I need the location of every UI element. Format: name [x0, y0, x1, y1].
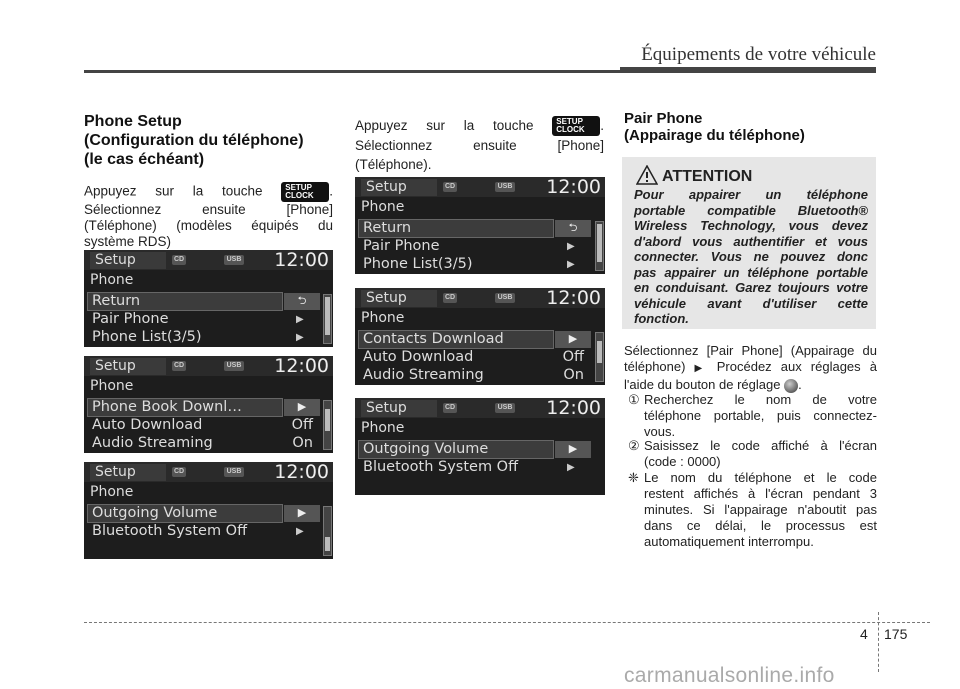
attention-title: ATTENTION — [662, 168, 753, 185]
usb-badge: USB — [495, 293, 515, 303]
menu-row-return[interactable]: Return — [88, 293, 282, 310]
menu-row-audio-streaming[interactable]: Audio Streaming On — [92, 435, 313, 451]
scrollbar[interactable] — [595, 332, 604, 382]
chevron-right-icon: ▶ — [555, 331, 591, 348]
screen-phone-menu — [84, 250, 333, 347]
screen-subtitle: Phone — [90, 378, 134, 394]
clock: 12:00 — [274, 462, 329, 483]
chevron-right-icon: ▶ — [694, 363, 708, 374]
chevron-right-icon: ▶ — [555, 441, 591, 458]
running-header: Équipements de votre véhicule — [641, 44, 876, 65]
clock: 12:00 — [546, 288, 601, 309]
tune-knob-icon — [784, 379, 798, 393]
usb-badge: USB — [495, 403, 515, 413]
pair-intro: Sélectionnez [Pair Phone] (Appairage du téléphone) ▶ Procédez aux réglages à l'aide du bouton de réglage . — [624, 343, 877, 392]
page-number: 175 — [884, 626, 908, 642]
screen-subtitle: Phone — [361, 420, 405, 436]
screen-subtitle: Phone — [361, 310, 405, 326]
cd-badge: CD — [173, 256, 185, 263]
screen-tab: Setup — [90, 252, 166, 269]
chevron-right-icon: ▶ — [296, 314, 304, 325]
cd-badge: CD — [444, 294, 456, 301]
menu-row-pair-phone[interactable]: Pair Phone — [363, 238, 440, 254]
menu-row-phone-list[interactable]: Phone List(3/5) — [92, 329, 202, 345]
menu-row-outgoing-volume[interactable]: Outgoing Volume — [88, 505, 282, 522]
header-rule-thick — [620, 67, 876, 73]
screen-subtitle: Phone — [361, 199, 405, 215]
footer-divider — [878, 612, 879, 672]
return-icon: ⮌ — [284, 293, 320, 310]
middle-instructions: Appuyez sur la touche SETUP CLOCK . Sélectionnez ensuite [Phone] (Téléphone). — [355, 117, 604, 173]
step-2: ② Saisissez le code affiché à l'écran (code : 0000) — [628, 438, 877, 469]
cd-badge: CD — [173, 468, 185, 475]
setup-clock-key-icon: SETUP CLOCK — [281, 182, 329, 202]
chevron-right-icon: ▶ — [284, 505, 320, 522]
menu-row-auto-download[interactable]: Auto Download Off — [92, 417, 313, 433]
screen-contacts-download — [355, 288, 605, 385]
screen-tab: Setup — [361, 179, 437, 196]
usb-badge: USB — [224, 361, 244, 371]
menu-row-bluetooth-off[interactable]: Bluetooth System Off — [92, 523, 248, 539]
scrollbar[interactable] — [323, 400, 332, 450]
screen-subtitle: Phone — [90, 272, 134, 288]
cd-badge: CD — [444, 404, 456, 411]
menu-row-outgoing-volume[interactable]: Outgoing Volume — [359, 441, 553, 458]
clock: 12:00 — [546, 177, 601, 198]
usb-badge: USB — [495, 182, 515, 192]
warning-icon — [636, 165, 658, 185]
scrollbar[interactable] — [323, 506, 332, 556]
scrollbar[interactable] — [595, 221, 604, 271]
clock: 12:00 — [274, 356, 329, 377]
menu-row-phone-book-download[interactable]: Phone Book Downl… — [88, 399, 282, 416]
clock: 12:00 — [546, 398, 601, 419]
screen-tab: Setup — [361, 400, 437, 417]
chevron-right-icon: ▶ — [567, 259, 575, 270]
screen-phone-menu — [355, 177, 605, 274]
footer-rule — [84, 622, 930, 623]
note: ❈ Le nom du téléphone et le code restent affichés à l'écran pendant 3 minutes. Si l'appairage n'aboutit pas dans ce délai, le processus est automatiquement interrompu. — [628, 470, 877, 549]
return-icon: ⮌ — [555, 220, 591, 237]
watermark[interactable]: carmanualsonline.info — [624, 664, 835, 687]
screen-subtitle: Phone — [90, 484, 134, 500]
attention-box — [622, 157, 876, 329]
menu-row-return[interactable]: Return — [359, 220, 553, 237]
setup-clock-key-icon: SETUP CLOCK — [552, 116, 600, 136]
screen-phone-volume — [355, 398, 605, 495]
attention-text: Pour appairer un téléphone portable compatible Bluetooth® Wireless Technology, vous devez d'abord vous authentifier et vous connecter. Vous ne pouvez donc pas appairer un téléphone portable en conduisant. Garez toujours votre véhicule avant d'utiliser cette fonction. — [634, 187, 868, 326]
chevron-right-icon: ▶ — [296, 332, 304, 343]
menu-row-auto-download[interactable]: Auto Download Off — [363, 349, 584, 365]
menu-row-bluetooth-off[interactable]: Bluetooth System Off — [363, 459, 519, 475]
cd-badge: CD — [173, 362, 185, 369]
left-instructions: Appuyez sur la touche SETUP CLOCK . Sélectionnez ensuite [Phone] (Téléphone) (modèles équipés du système RDS) — [84, 183, 333, 249]
cd-badge: CD — [444, 183, 456, 190]
usb-badge: USB — [224, 467, 244, 477]
chevron-right-icon: ▶ — [284, 399, 320, 416]
screen-tab: Setup — [90, 358, 166, 375]
chevron-right-icon: ▶ — [567, 462, 575, 473]
clock: 12:00 — [274, 250, 329, 271]
phone-setup-title: Phone Setup (Configuration du téléphone) (le cas échéant) — [84, 113, 304, 168]
menu-row-phone-list[interactable]: Phone List(3/5) — [363, 256, 473, 272]
menu-row-pair-phone[interactable]: Pair Phone — [92, 311, 169, 327]
screen-phone-download — [84, 356, 333, 453]
chevron-right-icon: ▶ — [296, 526, 304, 537]
screen-tab: Setup — [90, 464, 166, 481]
screen-tab: Setup — [361, 290, 437, 307]
screen-phone-volume — [84, 462, 333, 559]
step-1: ① Recherchez le nom de votre téléphone portable, puis connectez- vous. — [628, 392, 877, 439]
section-number: 4 — [860, 626, 868, 642]
scrollbar[interactable] — [323, 294, 332, 344]
pair-phone-title: Pair Phone (Appairage du téléphone) — [624, 110, 805, 144]
menu-row-contacts-download[interactable]: Contacts Download — [359, 331, 553, 348]
chevron-right-icon: ▶ — [567, 241, 575, 252]
menu-row-audio-streaming[interactable]: Audio Streaming On — [363, 367, 584, 383]
usb-badge: USB — [224, 255, 244, 265]
